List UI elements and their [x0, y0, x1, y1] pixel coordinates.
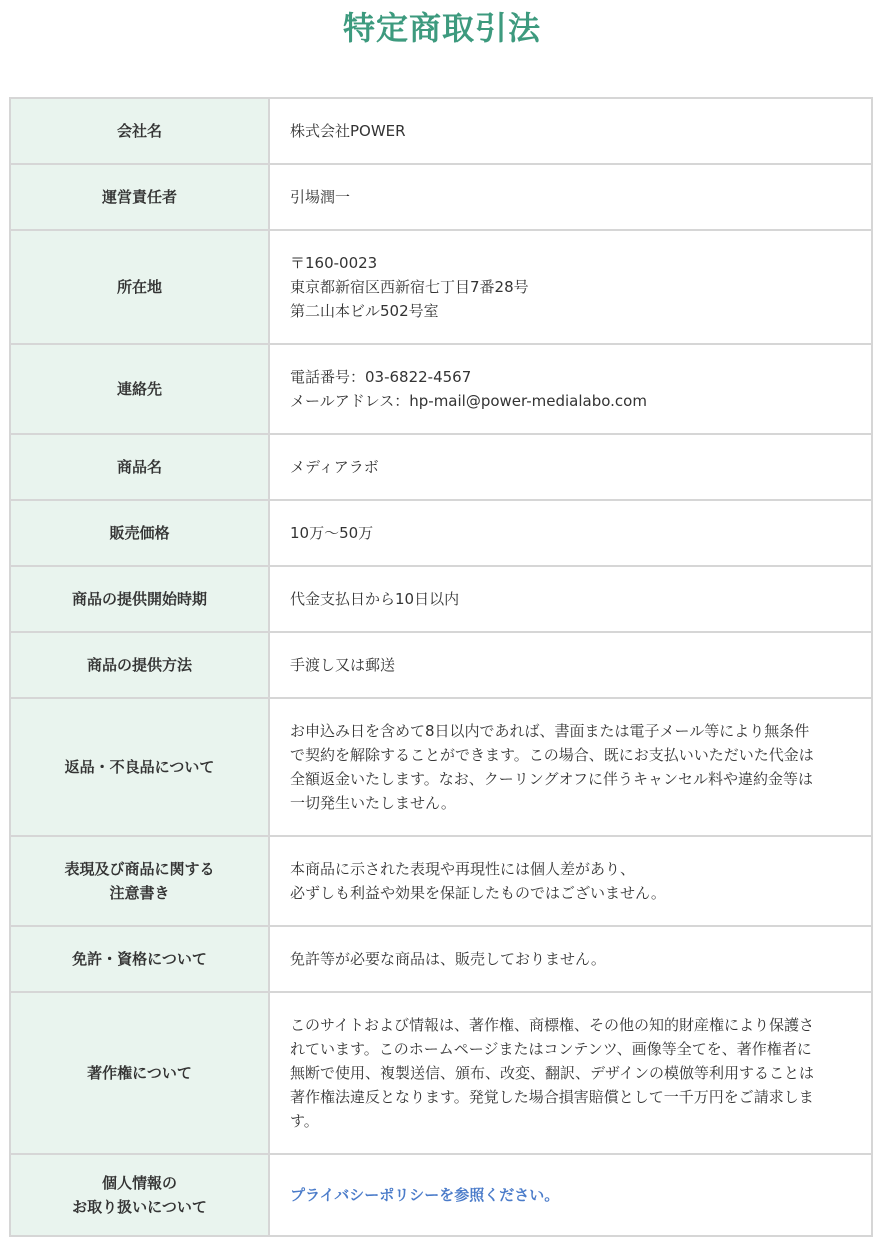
- value-line: れています。このホームページまたはコンテンツ、画像等全てを、著作権者に: [290, 1040, 812, 1058]
- row-label: 会社名: [10, 98, 269, 164]
- row-value: [269, 632, 872, 698]
- row-label: 著作権について: [10, 992, 269, 1154]
- label-line: お取り扱いについて: [72, 1198, 207, 1216]
- row-label: [10, 1154, 269, 1236]
- table-row: [10, 1154, 872, 1236]
- value-line: 代金支払日から10日以内: [290, 590, 460, 608]
- row-value: [269, 566, 872, 632]
- row-label: 連絡先: [10, 344, 269, 434]
- value-line: 10万〜50万: [290, 524, 374, 542]
- value-line: 全額返金いたします。なお、クーリングオフに伴うキャンセル料や違約金等は: [290, 770, 814, 788]
- value-line: お申込み日を含めて8日以内であれば、書面または電子メール等により無条件: [290, 722, 810, 740]
- row-label: 免許・資格について: [10, 926, 269, 992]
- value-line: メールアドレス：hp-mail@power-medialabo.com: [290, 392, 647, 410]
- label-line: 注意書き: [109, 884, 170, 902]
- value-line: 一切発生いたしません。: [290, 794, 456, 812]
- value-line: 手渡し又は郵送: [290, 656, 396, 674]
- row-value: [269, 164, 872, 230]
- row-value: [269, 992, 872, 1154]
- row-label: 販売価格: [10, 500, 269, 566]
- legal-info-table: [9, 97, 873, 1237]
- value-line: す。: [290, 1112, 319, 1130]
- row-label: 商品の提供開始時期: [10, 566, 269, 632]
- privacy-policy-link[interactable]: プライバシーポリシーを参照ください。: [290, 1186, 560, 1204]
- row-label: 商品の提供方法: [10, 632, 269, 698]
- value-line: 電話番号：03-6822-4567: [290, 368, 472, 386]
- value-line: 東京都新宿区西新宿七丁目7番28号: [290, 278, 529, 296]
- row-value: [269, 926, 872, 992]
- table-row: [10, 926, 872, 992]
- row-value: [269, 344, 872, 434]
- row-label: 運営責任者: [10, 164, 269, 230]
- table-row: [10, 836, 872, 926]
- table-row: [10, 698, 872, 836]
- table-row: [10, 566, 872, 632]
- row-label: 所在地: [10, 230, 269, 344]
- table-row: [10, 164, 872, 230]
- page-title: 特定商取引法: [342, 9, 541, 47]
- row-value: [269, 1154, 872, 1236]
- table-row: [10, 344, 872, 434]
- value-line: 無断で使用、複製送信、頒布、改変、翻訳、デザインの模倣等利用することは: [290, 1064, 814, 1082]
- row-value: [269, 698, 872, 836]
- row-label: 商品名: [10, 434, 269, 500]
- value-line: 必ずしも利益や効果を保証したものではございません。: [290, 884, 666, 902]
- row-value: [269, 230, 872, 344]
- value-line: メディアラボ: [290, 458, 379, 476]
- row-value: [269, 434, 872, 500]
- value-line: で契約を解除することができます。この場合、既にお支払いいただいた代金は: [290, 746, 814, 764]
- table-row: [10, 98, 872, 164]
- table-row: [10, 230, 872, 344]
- value-line: 株式会社POWER: [290, 122, 406, 140]
- label-line: 表現及び商品に関する: [64, 860, 215, 878]
- row-value: [269, 500, 872, 566]
- value-line: 第二山本ビル502号室: [290, 302, 439, 320]
- label-line: 個人情報の: [101, 1174, 177, 1192]
- table-row: [10, 434, 872, 500]
- value-line: 著作権法違反となります。発覚した場合損害賠償として一千万円をご請求しま: [290, 1088, 814, 1106]
- table-row: [10, 500, 872, 566]
- value-line: このサイトおよび情報は、著作権、商標権、その他の知的財産権により保護さ: [290, 1016, 814, 1034]
- value-line: 〒160-0023: [290, 254, 378, 272]
- value-line: 引場潤一: [290, 188, 351, 206]
- value-line: 免許等が必要な商品は、販売しておりません。: [290, 950, 606, 968]
- row-label: [10, 836, 269, 926]
- row-label: 返品・不良品について: [10, 698, 269, 836]
- row-value: [269, 98, 872, 164]
- table-row: [10, 632, 872, 698]
- row-value: [269, 836, 872, 926]
- table-row: [10, 992, 872, 1154]
- value-line: 本商品に示された表現や再現性には個人差があり、: [290, 860, 636, 878]
